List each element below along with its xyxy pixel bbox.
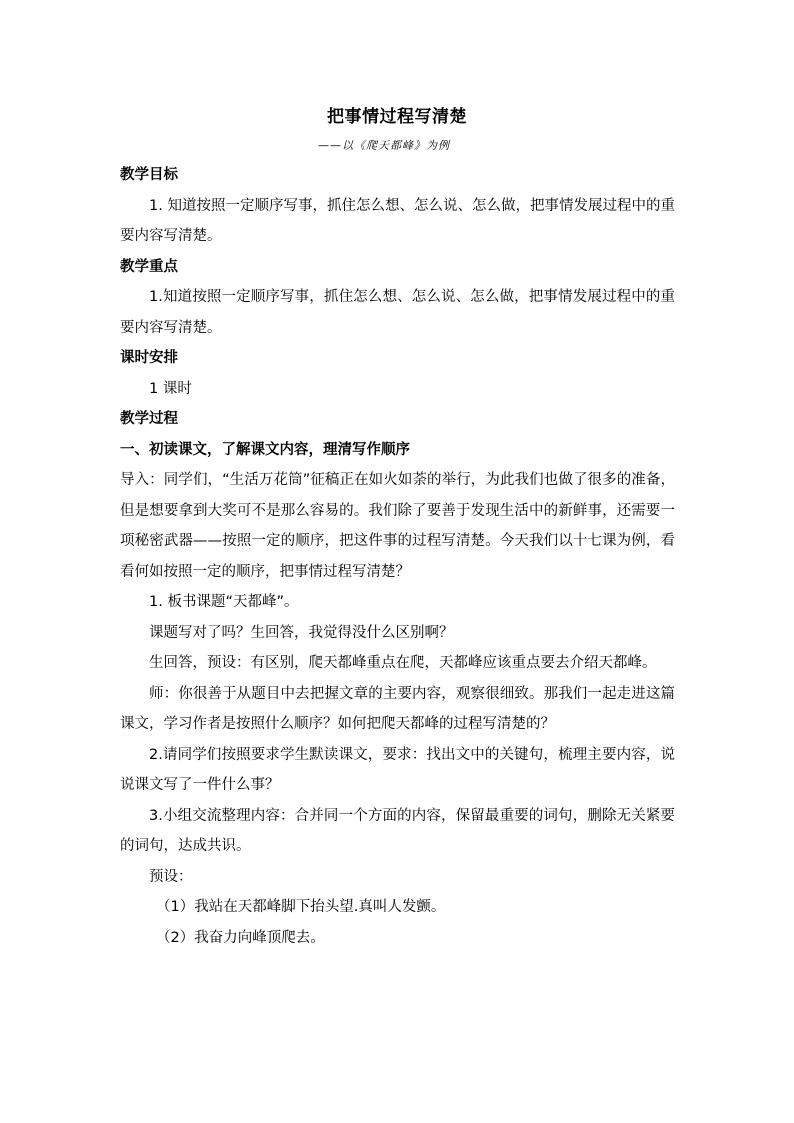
preset-item-1: （1）我站在天都峰脚下抬头望.真叫人发颤。 xyxy=(156,899,446,915)
preset-label: 预设： xyxy=(149,868,193,885)
step-3: 3.小组交流整理内容：合并同一个方面的内容，保留最重要的词句，删除无关紧要的词句，达成共识。 xyxy=(120,807,675,854)
section-heading: 一、初读课文，了解课文内容，理清写作顺序 xyxy=(120,441,410,458)
process-heading: 教学过程 xyxy=(120,411,178,427)
schedule-value: 1 课时 xyxy=(149,380,192,397)
teaching-goal-item: 1. 知道按照一定顺序写事，抓住怎么想、怎么说、怎么做，把事情发展过程中的重要内容写清楚。 xyxy=(120,197,675,244)
step-1-question: 课题写对了吗？生回答，我觉得没什么区别啊？ xyxy=(149,624,454,641)
step-1-answer: 生回答，预设：有区别，爬天都峰重点在爬，天都峰应该重点要去介绍天都峰。 xyxy=(149,655,657,671)
step-1: 1. 板书课题“天都峰”。 xyxy=(149,594,299,610)
schedule-heading: 课时安排 xyxy=(120,350,178,366)
step-2: 2.请同学们按照要求学生默读课文，要求：找出文中的关键句，梳理主要内容，说说课文写了一件什么事？ xyxy=(120,746,675,793)
intro-paragraph: 导入：同学们，“生活万花筒”征稿正在如火如荼的举行，为此我们也做了很多的准备，但是想要拿到大奖可不是那么容易的。我们除了要善于发现生活中的新鲜事，还需要一项秘密武器——按照一定的顺序，把这件事的过程写清楚。今天我们以十七课为例，看看何如按照一定的顺序，把事情过程写清楚？ xyxy=(120,472,675,580)
teaching-goals-heading: 教学目标 xyxy=(120,167,178,183)
teacher-paragraph: 师：你很善于从题目中去把握文章的主要内容，观察很细致。那我们一起走进这篇课文，学习作者是按照什么顺序？如何把爬天都峰的过程写清楚的？ xyxy=(120,685,675,732)
teaching-key-item: 1.知道按照一定顺序写事，抓住怎么想、怎么说、怎么做，把事情发展过程中的重要内容写清楚。 xyxy=(120,289,675,336)
document-subtitle: ——以《爬天都峰》为例 xyxy=(318,139,450,152)
preset-item-2: （2）我奋力向峰顶爬去。 xyxy=(156,929,325,946)
teaching-key-heading: 教学重点 xyxy=(120,258,178,275)
document-body xyxy=(120,160,675,953)
document-title: 把事情过程写清楚 xyxy=(327,107,467,127)
